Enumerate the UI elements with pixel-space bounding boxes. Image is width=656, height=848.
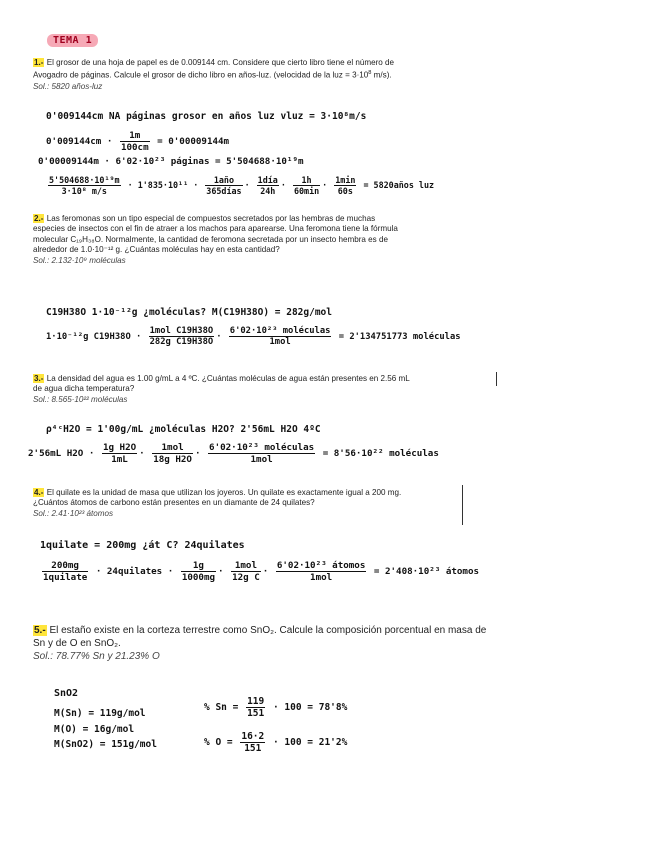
fraction [276,560,367,583]
problem-1-statement [33,58,633,92]
problem-2-statement [33,214,633,266]
problem-2-solution: Sol.: 2.132·10⁹ moléculas [33,255,126,265]
problem-1-exponent: 8 [368,70,372,77]
fraction-denominator: 151 [247,708,265,719]
problem-1-text-line-1: El grosor de una hoja de papel es de 0.009144 cm. Considere que cierto libro tiene el número de [44,58,395,67]
work-text: · 100 = 21'2% [272,737,348,748]
work-text: · 24quilates · [95,566,174,577]
margin-line [462,485,463,525]
fraction [334,175,356,196]
problem-1-work-line-3: 0'00009144m · 6'02·10²³ páginas = 5'504688·10¹⁹m [38,156,304,167]
problem-1-text-line-2: Avogadro de páginas. Calcule el grosor de dicho libro en años-luz. (velocidad de la luz = 3·10 [33,71,369,81]
fraction-denominator: 1mol [310,572,333,583]
problem-5-number: 5.- [34,625,46,636]
fraction-numerator: 200mg [42,560,88,572]
fraction [240,731,265,754]
problem-1-text-line-2-tail: m/s). [371,71,392,81]
fraction-numerator: 119 [247,696,265,707]
problem-1-work-line-4: $\frac{\text{5'504688·10¹⁹m}}{\text{3·10⁸ m/s}}$ · 1'835·10¹¹ · $\frac{\text{1año}}{\text{365días}}$ · $\frac{\text{1día}}{24h}$ · $\frac{1h}{60\min}$ · $\frac{1\min}{60s}$ = 5820años luz [49,175,435,196]
problem-5-solution: Sol.: 78.77% Sn y 21.23% O [33,651,160,662]
fraction [246,696,265,719]
fraction-denominator: 24h [260,186,276,196]
fraction-numerator: 1mol [152,442,193,454]
problem-3-statement [33,374,633,405]
fraction-numerator: 1día [257,175,278,185]
fraction-denominator: 18g H2O [153,454,192,465]
fraction-numerator: 1mol [231,560,261,572]
work-text: = 5820años luz [363,180,435,190]
problem-4-text-line-2: ¿Cuántos átomos de carbono están presentes en un diamante de 24 quilates? [33,498,315,508]
fraction [181,560,216,583]
fraction-denominator: 1mL [111,454,128,465]
problem-4-number: 4.- [34,488,44,497]
fraction-denominator: 60s [337,186,353,196]
problem-3-text-line-1: La densidad del agua es 1.00 g/mL a 4 ºC. ¿Cuántas moléculas de agua están presentes en 2.56 mL [44,374,410,383]
problem-3-work-line-2: 2'56mL H2O · $\frac{\text{1g H2O}}{1mL}$ · $\frac{\text{1mol}}{\text{18g H2O}}$ · $\frac{\text{6'02·10²³ moléculas}}{\text{1mol}}$ = 8'56·10²² moléculas [28,442,439,465]
problem-5-work-percent-o [204,731,347,754]
work-text: = 2'134751773 moléculas [338,332,461,342]
work-text: 2'56mL H2O · [28,448,95,459]
fraction [231,560,261,583]
fraction-denominator: 1quilate [43,572,88,583]
problem-2-text-line-3: molecular C₁₉H₃₈O. Normalmente, la cantidad de feromona secretada por un insecto hembra es de [33,234,388,244]
problem-1-solution: Sol.: 5820 años-luz [33,81,103,91]
fraction [257,175,279,196]
fraction-numerator: 6'02·10²³ átomos [276,560,366,571]
problem-4-work-line-2: $\frac{200mg}{\text{1quilate}}$ · 24quilates · $\frac{1g}{1000mg}$ · $\frac{\text{1mol}}{\text{12g C}}$ · $\frac{\text{6'02·10²³ átomos}}{\text{1mol}}$ = 2'408·10²³ átomos [43,560,480,583]
work-text: = 0'00009144m [157,136,230,147]
problem-5-text-line-1: El estaño existe en la corteza terrestre como SnO₂. Calcule la composición porcentual en masa de [46,625,487,636]
fraction-denominator: 151 [244,743,262,754]
work-text: = 2'408·10²³ átomos [373,566,480,577]
fraction [102,442,137,465]
fraction-numerator: 1min [335,175,356,185]
fraction [293,175,320,196]
fraction-denominator: 1mol [269,337,291,347]
fraction-denominator: 12g C [232,572,260,583]
fraction-numerator: 1año [205,175,242,186]
problem-1-work-line-1: 0'009144cm NA páginas grosor en años luz vluz = 3·10⁸m/s [46,111,367,122]
problem-5-work-formula: SnO2 [54,688,79,699]
work-text: · 100 = 78'8% [272,702,348,713]
problem-2-number: 2.- [34,214,44,223]
fraction [42,560,88,583]
fraction-denominator: 1mol [250,454,273,465]
fraction-denominator: 365días [206,186,242,196]
problem-1-number: 1.- [34,58,44,67]
fraction-numerator: 6'02·10²³ moléculas [229,326,331,336]
fraction-numerator: 1g [181,560,216,572]
fraction-denominator: 1000mg [181,572,216,583]
work-text: 0'009144cm · [46,136,113,147]
work-text: = 8'56·10²² moléculas [322,448,439,459]
fraction-numerator: 1mol C19H38O [149,326,214,336]
work-text: % Sn = [204,702,239,713]
problem-2-work-line-1: C19H38O 1·10⁻¹²g ¿moléculas? M(C19H38O) = 282g/mol [46,307,332,318]
fraction-numerator: 1h [293,175,320,186]
work-text: 1·10⁻¹²g C19H38O · [46,332,142,342]
fraction-numerator: 1g H2O [102,442,137,453]
problem-2-work-line-2: 1·10⁻¹²g C19H38O · $\frac{\text{1mol C19H38O}}{\text{282g C19H38O}}$ · $\frac{\text{6'02·10²³ moléculas}}{\text{1mol}}$ = 2'134751773 moléculas [46,326,461,347]
problem-2-text-line-4: alrededor de 1.0·10⁻¹² g. ¿Cuántas moléculas hay en esta cantidad? [33,245,280,255]
fraction-denominator: 282g C19H38O [149,337,214,347]
problem-3-work-line-1: ρ⁴ᶜH2O = 1'00g/mL ¿moléculas H2O? 2'56mL H2O 4ºC [46,424,321,435]
fraction-denominator: 60min [293,186,320,196]
fraction [152,442,193,465]
problem-4-text-line-1: El quilate es la unidad de masa que utilizan los joyeros. Un quilate es exactamente igual a 200 mg. [44,488,402,497]
work-text: % O = [204,737,233,748]
problem-2-text-line-2: especies de insectos con el fin de atraer a los machos para aparearse. Una feromona tiene la fórmula [33,224,398,234]
fraction [208,442,315,465]
fraction-numerator: 5'504688·10¹⁹m [49,175,120,185]
problem-5-work-mass-sn: M(Sn) = 119g/mol [54,708,146,719]
fraction [205,175,242,196]
problem-3-text-line-2: de agua dicha temperatura? [33,384,135,394]
tema-heading: TEMA 1 [47,34,98,47]
problem-4-solution: Sol.: 2.41·10²³ átomos [33,508,114,518]
problem-4-statement [33,488,633,519]
problem-5-text-line-2: Sn y de O en SnO₂. [33,638,121,649]
problem-3-number: 3.- [34,374,44,383]
work-text: · 1'835·10¹¹ · [127,180,199,190]
text-cursor-line [496,372,497,386]
fraction-denominator: 100cm [120,142,149,153]
problem-1-work-line-2 [46,130,229,153]
problem-5-work-percent-sn [204,696,347,719]
problem-2-text-line-1: Las feromonas son un tipo especial de compuestos secretados por las hembras de muchas [44,214,376,223]
problem-3-solution: Sol.: 8.565·10²² moléculas [33,394,128,404]
fraction [229,326,332,347]
fraction [120,130,150,153]
problem-4-work-line-1: 1quilate = 200mg ¿át C? 24quilates [40,540,245,551]
fraction [48,175,121,196]
problem-5-work-mass-sno2: M(SnO2) = 151g/mol [54,739,157,750]
fraction [149,326,215,347]
fraction-denominator: 3·10⁸ m/s [61,186,107,196]
problem-5-statement [33,624,633,663]
fraction-numerator: 16·2 [241,731,265,742]
fraction-numerator: 1m [120,130,150,142]
problem-5-work-mass-o: M(O) = 16g/mol [54,724,135,735]
fraction-numerator: 6'02·10²³ moléculas [209,442,315,453]
